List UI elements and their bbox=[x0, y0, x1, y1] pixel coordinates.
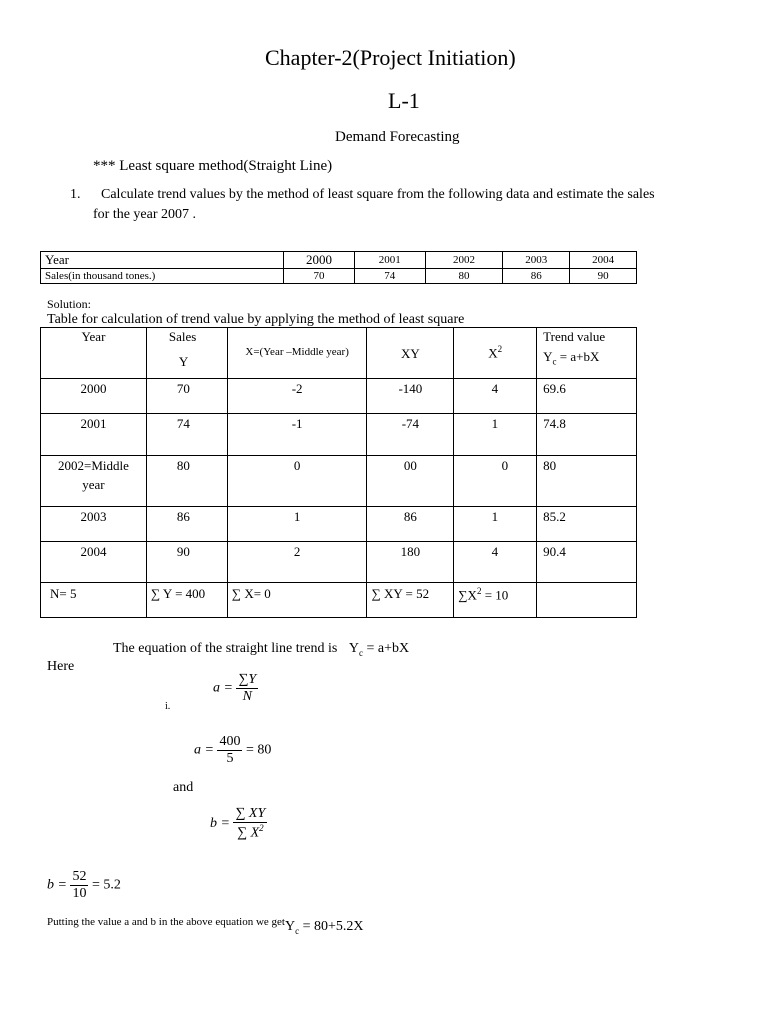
cell-year: 2002=Middle year bbox=[41, 456, 147, 507]
cell-year: 2003 bbox=[41, 507, 147, 542]
calculation-table bbox=[40, 327, 637, 618]
table-header-row bbox=[41, 328, 637, 379]
header-trend: Trend value $Y_c = a+bX$ bbox=[537, 328, 637, 379]
year-cell: 2000 bbox=[284, 252, 355, 269]
cell-trend: 85.2 bbox=[537, 507, 637, 542]
cell-year: 2001 bbox=[41, 414, 147, 456]
cell-sales: 70 bbox=[146, 379, 227, 414]
formula-a-value: a = $\frac{400}{5}$ = 80 bbox=[194, 734, 272, 766]
table-row bbox=[41, 542, 637, 583]
question-number: 1. bbox=[70, 187, 81, 202]
formula-a: a = $\frac{\sum Y}{N}$ bbox=[213, 672, 257, 704]
cell-xy: -74 bbox=[367, 414, 454, 456]
sales-cell: 90 bbox=[570, 269, 637, 284]
table-row bbox=[41, 414, 637, 456]
total-sum-x2: $\sum X^2 = 10$ bbox=[454, 583, 537, 618]
table-row bbox=[41, 507, 637, 542]
question-line-1: Calculate trend values by the method of least square from the following data and estimate the sales bbox=[101, 187, 655, 202]
method-heading: *** Least square method(Straight Line) bbox=[93, 158, 333, 174]
topic-heading: Demand Forecasting bbox=[335, 129, 460, 145]
roman-numeral-i: i. bbox=[165, 701, 171, 712]
cell-x2: 4 bbox=[454, 379, 537, 414]
cell-trend: 90.4 bbox=[537, 542, 637, 583]
header-year: Year bbox=[41, 328, 147, 379]
year-cell: 2001 bbox=[354, 252, 425, 269]
sales-cell: 80 bbox=[425, 269, 503, 284]
cell-x2: 1 bbox=[454, 507, 537, 542]
given-data-table bbox=[40, 251, 637, 284]
sales-cell: 74 bbox=[354, 269, 425, 284]
sales-cell: 86 bbox=[503, 269, 570, 284]
cell-x2: 4 bbox=[454, 542, 537, 583]
header-x: X=(Year –Middle year) bbox=[227, 328, 367, 379]
cell-year: 2004 bbox=[41, 542, 147, 583]
solution-label: Solution: bbox=[47, 297, 92, 311]
table-totals-row bbox=[41, 583, 637, 618]
cell-year: 2000 bbox=[41, 379, 147, 414]
total-sum-x: ∑ X= 0 bbox=[227, 583, 367, 618]
cell-xy: -140 bbox=[367, 379, 454, 414]
year-cell: 2003 bbox=[503, 252, 570, 269]
cell-trend: 69.6 bbox=[537, 379, 637, 414]
total-n: N= 5 bbox=[41, 583, 147, 618]
cell-trend: 74.8 bbox=[537, 414, 637, 456]
cell-x: 2 bbox=[227, 542, 367, 583]
table-row bbox=[41, 456, 637, 507]
cell-xy: 86 bbox=[367, 507, 454, 542]
header-xy: XY bbox=[367, 328, 454, 379]
header-sales: Sales Y bbox=[146, 328, 227, 379]
cell-sales: 80 bbox=[146, 456, 227, 507]
total-trend-empty bbox=[537, 583, 637, 618]
total-sum-xy: ∑ XY = 52 bbox=[367, 583, 454, 618]
question-line-2: for the year 2007 . bbox=[93, 207, 197, 222]
sales-row-label: Sales(in thousand tones.) bbox=[41, 269, 284, 284]
cell-x: 1 bbox=[227, 507, 367, 542]
total-sum-y: ∑ Y = 400 bbox=[146, 583, 227, 618]
cell-x: 0 bbox=[227, 456, 367, 507]
cell-trend: 80 bbox=[537, 456, 637, 507]
table-caption: Table for calculation of trend value by applying the method of least square bbox=[47, 312, 465, 327]
sales-cell: 70 bbox=[284, 269, 355, 284]
cell-xy: 00 bbox=[367, 456, 454, 507]
cell-x: -2 bbox=[227, 379, 367, 414]
header-x-squared: $X^2$ bbox=[454, 328, 537, 379]
table-row bbox=[41, 379, 637, 414]
trend-equation-line: The equation of the straight line trend is $Y_c = a+bX$ bbox=[113, 641, 410, 658]
cell-sales: 74 bbox=[146, 414, 227, 456]
cell-sales: 86 bbox=[146, 507, 227, 542]
cell-x2: 0 bbox=[454, 456, 537, 507]
table-row bbox=[41, 252, 637, 269]
lecture-number: L-1 bbox=[388, 88, 420, 113]
formula-b: b = $\frac{\sum XY}{\sum X^2}$ bbox=[210, 806, 266, 841]
table-row bbox=[41, 269, 637, 284]
cell-sales: 90 bbox=[146, 542, 227, 583]
cell-x: -1 bbox=[227, 414, 367, 456]
here-label: Here bbox=[47, 659, 75, 674]
formula-b-value: b = $\frac{52}{10}$ = 5.2 bbox=[47, 869, 121, 901]
cell-xy: 180 bbox=[367, 542, 454, 583]
cell-x2: 1 bbox=[454, 414, 537, 456]
year-cell: 2004 bbox=[570, 252, 637, 269]
final-equation-line: Putting the value a and b in the above equation we getY$_c$ = 80+5.2X bbox=[47, 916, 364, 936]
and-label: and bbox=[173, 780, 194, 795]
year-row-label: Year bbox=[41, 252, 284, 269]
year-cell: 2002 bbox=[425, 252, 503, 269]
chapter-title: Chapter-2(Project Initiation) bbox=[265, 45, 516, 70]
